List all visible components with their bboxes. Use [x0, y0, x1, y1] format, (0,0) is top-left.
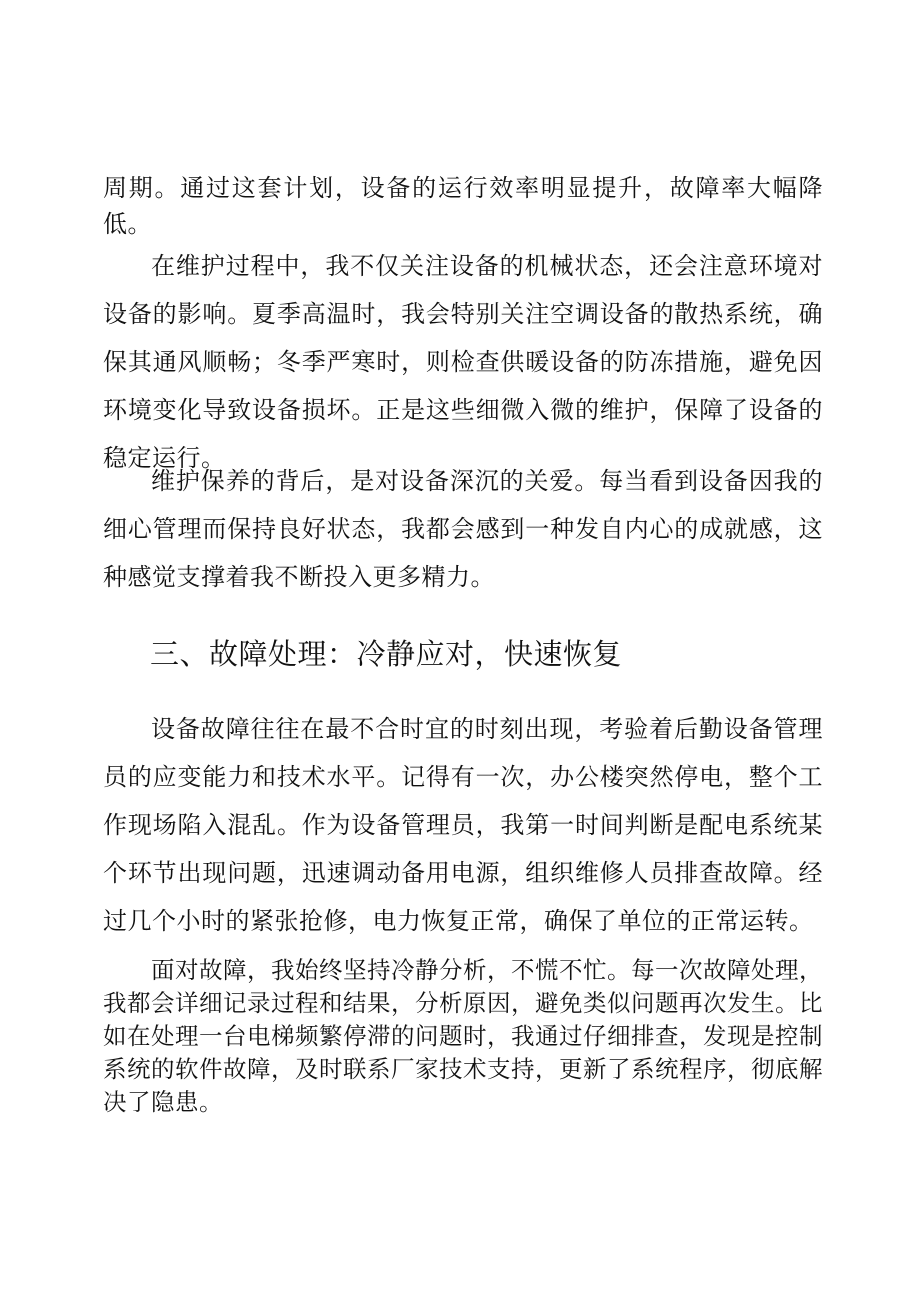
paragraph-environment-maintenance: 在维护过程中，我不仅关注设备的机械状态，还会注意环境对设备的影响。夏季高温时，我会特别关注空调设备的散热系统，确保其通风顺畅；冬季严寒时，则检查供暖设备的防冻措施，避免因环境变化导致设备损坏。正是这些细微入微的维护，保障了设备的稳定运行。: [103, 252, 823, 472]
section-heading: 三、故障处理：冷静应对，快速恢复: [150, 637, 623, 671]
paragraph-care: 维护保养的背后，是对设备深沉的关爱。每当看到设备因我的细心管理而保持良好状态，我都会感到一种发自内心的成就感，这种感觉支撑着我不断投入更多精力。: [103, 467, 823, 591]
paragraph-continuation: 周期。通过这套计划，设备的运行效率明显提升，故障率大幅降低。: [103, 174, 823, 238]
paragraph-fault-analysis: 面对故障，我始终坚持冷静分析，不慌不忙。每一次故障处理，我都会详细记录过程和结果，分析原因，避免类似问题再次发生。比如在处理一台电梯频繁停滞的问题时，我通过仔细排查，发现是控制系统的软件故障，及时联系厂家技术支持，更新了系统程序，彻底解决了隐患。: [103, 956, 823, 1116]
paragraph-fault-story: 设备故障往往在最不合时宜的时刻出现，考验着后勤设备管理员的应变能力和技术水平。记得有一次，办公楼突然停电，整个工作现场陷入混乱。作为设备管理员，我第一时间判断是配电系统某个环节出现问题，迅速调动备用电源，组织维修人员排查故障。经过几个小时的紧张抢修，电力恢复正常，确保了单位的正常运转。: [103, 715, 823, 935]
